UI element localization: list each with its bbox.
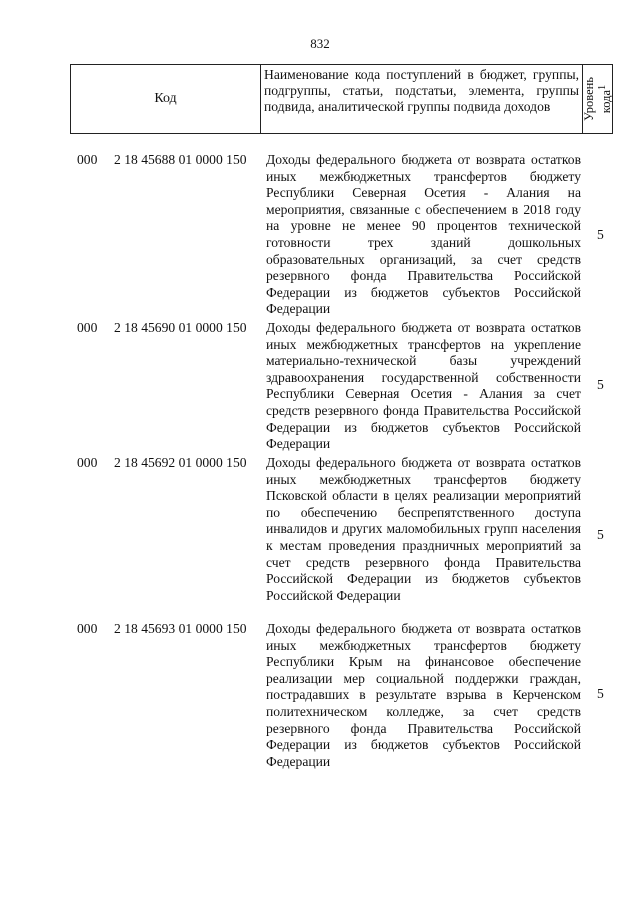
header-level-column	[583, 65, 612, 133]
row-code-prefix: 000	[77, 152, 98, 167]
row-level: 5	[597, 527, 604, 542]
row-level: 5	[597, 686, 604, 701]
header-name-label: Наименование кода поступлений в бюджет, группы, подгруппы, статьи, подстатьи, элемента, группы подвида, аналитической группы подвида доходов	[264, 67, 579, 114]
row-code: 2 18 45693 01 0000 150	[114, 621, 247, 636]
header-code-label: Код	[154, 91, 177, 106]
row-description: Доходы федерального бюджета от возврата остатков иных межбюджетных трансфертов бюджету Республики Северная Осетия - Алания на мероприятия, связанные с обеспечением в 2018 году на уровне не менее 90 процентов технической готовности трех зданий дошкольных образовательных организаций, за счет средств резервного фонда Правительства Российской Федерации из бюджетов субъектов Российской Федерации	[266, 152, 581, 317]
row-description: Доходы федерального бюджета от возврата остатков иных межбюджетных трансфертов на укрепление материально-технической базы учреждений здравоохранения государственной собственности Республики Северная Осетия - Алания за счет средств резервного фонда Правительства Российской Федерации из бюджетов субъектов Российской Федерации	[266, 320, 581, 452]
row-code: 2 18 45690 01 0000 150	[114, 320, 247, 335]
row-code-prefix: 000	[77, 320, 98, 335]
header-level-label: Уровень кода	[581, 76, 613, 122]
row-code: 2 18 45688 01 0000 150	[114, 152, 247, 167]
row-code: 2 18 45692 01 0000 150	[114, 455, 247, 470]
table-header	[70, 64, 613, 134]
header-level-footnote: 1	[596, 84, 608, 90]
row-code-prefix: 000	[77, 621, 98, 636]
page-number: 832	[310, 36, 330, 51]
header-code-column	[71, 65, 261, 133]
header-level-label-wrap	[582, 66, 612, 132]
row-description: Доходы федерального бюджета от возврата остатков иных межбюджетных трансфертов бюджету Псковской области в целях реализации мероприятий по обеспечению беспрепятственного доступа инвалидов и других маломобильных групп населения к местам проведения праздничных мероприятий за счет средств резервного фонда Правительства Российской Федерации из бюджетов субъектов Российской Федерации	[266, 455, 581, 603]
row-level: 5	[597, 227, 604, 242]
row-code-prefix: 000	[77, 455, 98, 470]
header-name-column	[261, 65, 583, 133]
row-description: Доходы федерального бюджета от возврата остатков иных межбюджетных трансфертов бюджету Республики Крым на финансовое обеспечение реализации мер социальной поддержки граждан, пострадавших в результате взрыва в Керченском политехническом колледже, за счет средств резервного фонда Правительства Российской Федерации из бюджетов субъектов Российской Федерации	[266, 621, 581, 769]
row-level: 5	[597, 377, 604, 392]
